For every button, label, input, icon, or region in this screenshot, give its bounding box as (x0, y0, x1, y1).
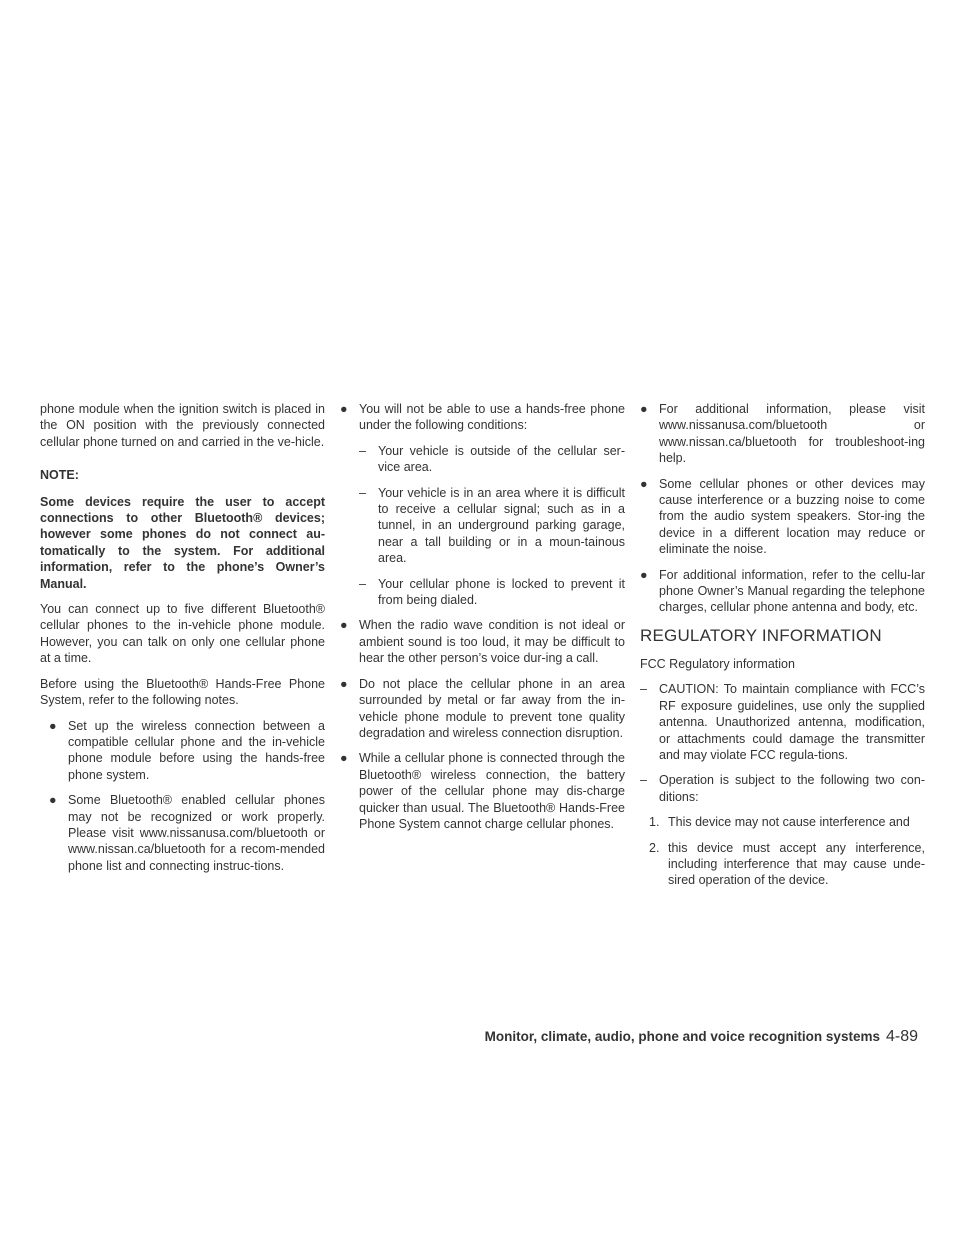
item-number: 1. (649, 815, 660, 830)
column-2 (340, 401, 625, 841)
column-1 (40, 401, 325, 883)
bullet-icon: ● (49, 793, 57, 808)
dash-icon: – (359, 443, 366, 458)
dash-icon: – (640, 682, 647, 697)
numbered-text: this device must accept any interference, including interference that may cause unde-sired operation of the device. (668, 840, 925, 888)
bullet-text: Do not place the cellular phone in an area surrounded by metal or far away from the in-vehicle phone module to prevent tone quality degradation and wireless connection disruption. (359, 676, 625, 740)
bullet-text: You will not be able to use a hands-free phone under the following conditions: (359, 402, 625, 433)
numbered-item (640, 814, 925, 830)
bullet-text: Set up the wireless connection between a compatible cellular phone and the in-vehicle phone module before using the hands-free phone system. (68, 718, 325, 782)
bullet-item (340, 617, 625, 666)
bullet-icon: ● (340, 618, 348, 633)
numbered-text: This device may not cause interference and (668, 815, 910, 830)
bullet-item (340, 401, 625, 434)
bullet-text: While a cellular phone is connected through the Bluetooth® wireless connection, the battery power of the cellular phone may dis-charge quicker than usual. The Bluetooth® Hands-Free Phone System cannot charge cellular phones. (359, 751, 625, 831)
column-3 (640, 401, 925, 898)
dash-text: CAUTION: To maintain compliance with FCC’s RF exposure guidelines, use only the supplied antenna. Unauthorized antenna, modification, or attachments could damage the transmitter and may violate FCC regula-tions. (659, 682, 925, 762)
bullet-item (640, 567, 925, 616)
bullet-item (40, 792, 325, 874)
bullet-icon: ● (340, 402, 348, 416)
note-heading: NOTE: (40, 468, 79, 483)
bullet-item (340, 750, 625, 832)
bullet-item (40, 718, 325, 784)
bullet-text: For additional information, please visit www.nissanusa.com/bluetooth or www.nissan.ca/bluetooth for troubleshoot-ing help. (659, 402, 925, 466)
bullet-icon: ● (640, 402, 648, 416)
bullet-icon: ● (340, 676, 348, 691)
page-footer (485, 1028, 918, 1046)
bullet-icon: ● (640, 476, 648, 491)
note-body: Some devices require the user to accept connections to other Bluetooth® devices; however some phones do not connect au-tomatically to the system. For additional information, refer to the phone’s Owner’s Manual. (40, 494, 325, 591)
dash-icon: – (359, 485, 366, 500)
bullet-icon: ● (340, 751, 348, 766)
page-number: 4-89 (885, 1028, 918, 1045)
section-heading: REGULATORY INFORMATION (640, 625, 882, 645)
dash-icon: – (640, 773, 647, 788)
bullet-text: Some Bluetooth® enabled cellular phones may not be recognized or work properly. Please visit www.nissanusa.com/bluetooth or www.nissan.ca/bluetooth for a recom-mended phone list and connecting instruc-tions. (68, 793, 325, 873)
bullet-item (640, 401, 925, 467)
bullet-icon: ● (640, 567, 648, 582)
numbered-item (640, 840, 925, 889)
item-number: 2. (649, 840, 660, 855)
chapter-title: Monitor, climate, audio, phone and voice recognition systems (484, 1029, 880, 1044)
dash-item (359, 485, 625, 567)
bullet-text: For additional information, refer to the cellu-lar phone Owner’s Manual regarding the telephone charges, cellular phone antenna and body, etc. (659, 567, 925, 615)
dash-item (640, 681, 925, 763)
dash-text: Your vehicle is in an area where it is difficult to receive a cellular signal; such as in a tunnel, in an underground parking garage, near a tall building or in a moun-tainous area. (378, 485, 625, 566)
fcc-label: FCC Regulatory information (640, 656, 795, 671)
bullet-text: When the radio wave condition is not ideal or ambient sound is too loud, it may be difficult to hear the other person’s voice dur-ing a call. (359, 618, 625, 666)
bullet-item (640, 476, 925, 558)
dash-item (359, 443, 625, 476)
dash-text: Your cellular phone is locked to prevent it from being dialed. (378, 576, 625, 608)
dash-icon: – (359, 576, 366, 591)
bullet-icon: ● (49, 718, 57, 733)
dash-item (640, 772, 925, 805)
paragraph: Before using the Bluetooth® Hands-Free Phone System, refer to the following notes. (40, 676, 325, 708)
dash-text: Operation is subject to the following two con-ditions: (659, 773, 925, 804)
paragraph: You can connect up to five different Bluetooth® cellular phones to the in-vehicle phone module. However, you can talk on only one cellular phone at a time. (40, 602, 325, 666)
bullet-text: Some cellular phones or other devices may cause interference or a buzzing noise to come from the audio system speakers. Stor-ing the device in a different location may reduce or eliminate the noise. (659, 476, 925, 557)
dash-item (359, 576, 625, 609)
paragraph: phone module when the ignition switch is placed in the ON position with the previously connected cellular phone turned on and carried in the ve-hicle. (40, 402, 325, 449)
bullet-item (340, 676, 625, 742)
dash-text: Your vehicle is outside of the cellular ser-vice area. (378, 443, 625, 475)
